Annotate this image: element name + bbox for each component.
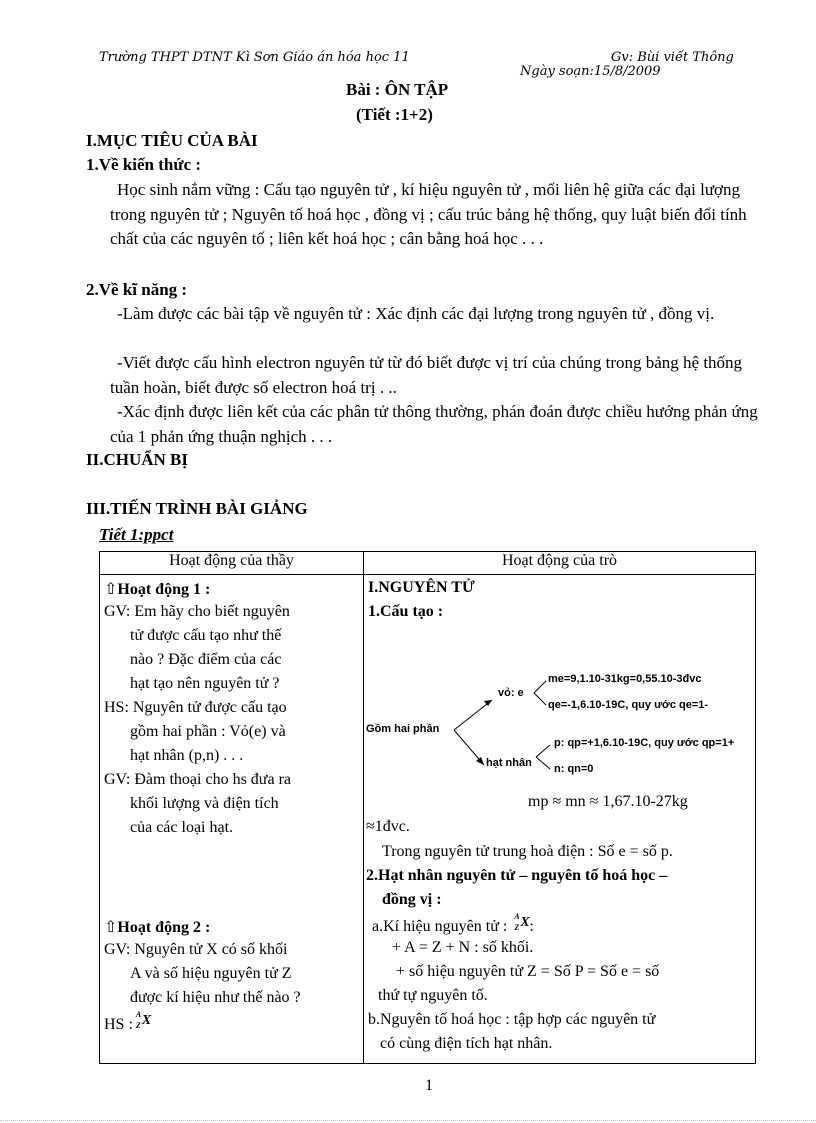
teacher-line: GV: Em hãy cho biết nguyên bbox=[104, 603, 290, 620]
diagram-root-label: Gồm hai phần bbox=[366, 723, 440, 735]
electron-charge: qe=-1,6.10-19C, quy ước qe=1- bbox=[548, 699, 709, 711]
mass-unit: ≈1đvc. bbox=[366, 818, 410, 835]
symbol-label: a.Kí hiệu nguyên tử : A Z X : bbox=[372, 912, 534, 935]
header-school: Trường THPT DTNT Kì Sơn Giáo án hóa học 11 bbox=[99, 50, 410, 65]
student-cell bbox=[364, 575, 756, 1064]
skills-heading: 2.Về kĩ năng : bbox=[86, 280, 188, 299]
atom-symbol: A Z X bbox=[135, 1010, 152, 1030]
period-label: Tiết 1:ppct bbox=[99, 525, 174, 544]
teacher-line: nào ? Đặc điểm của các bbox=[130, 651, 282, 668]
skill-item-2: -Viết được cấu hình electron nguyên tử từ đó biết được vị trí của chúng trong bảng hệ thống tuần hoàn, biết được số electron hoá trị . .. bbox=[110, 353, 743, 397]
skill-item-1: -Làm được các bài tập về nguyên tử : Xác định các đại lượng trong nguyên tử , đồng vị. bbox=[117, 304, 715, 323]
atom-heading: I.NGUYÊN TỬ bbox=[368, 579, 475, 596]
teacher-line: hạt tạo nên nguyên tử ? bbox=[130, 675, 280, 692]
atomic-number-note: + số hiệu nguyên tử Z = Số P = Số e = số bbox=[396, 963, 660, 980]
header-date: Ngày soạn:15/8/2009 bbox=[520, 64, 661, 79]
structure-heading: 1.Cấu tạo : bbox=[368, 603, 444, 620]
arrow-head-nucleus bbox=[476, 757, 484, 765]
column-header-student: Hoạt động của trò bbox=[364, 552, 756, 575]
page-number: 1 bbox=[425, 1077, 433, 1094]
activity-arrow-icon: ⇧ bbox=[104, 919, 118, 936]
skill-item-3: -Xác định được liên kết của các phân tử thông thường, phán đoán được chiều hướng phản ứng của 1 phản ứng thuận nghịch . . . bbox=[110, 402, 758, 446]
diagram-shell-label: vỏ: e bbox=[498, 687, 524, 699]
teacher-line: được kí hiệu như thế nào ? bbox=[130, 989, 301, 1006]
teacher-line: của các loại hạt. bbox=[130, 819, 234, 836]
teacher-cell bbox=[100, 575, 364, 1064]
diagram-nucleus-label: hạt nhân bbox=[486, 757, 532, 769]
nucleus-branch-up bbox=[536, 745, 550, 757]
teacher-line: hạt nhân (p,n) . . . bbox=[130, 747, 244, 764]
knowledge-heading: 1.Về kiến thức : bbox=[86, 155, 202, 174]
teacher-line: GV: Đàm thoại cho hs đưa ra bbox=[104, 771, 291, 788]
teacher-line: khối lượng và điện tích bbox=[130, 795, 279, 812]
column-header-teacher: Hoạt động của thầy bbox=[100, 552, 364, 575]
element-definition: b.Nguyên tố hoá học : tập hợp các nguyên tử bbox=[368, 1011, 656, 1028]
activity-1-label: ⇧Hoạt động 1 : bbox=[104, 581, 211, 598]
mass-number-note: + A = Z + N : số khối. bbox=[392, 939, 534, 956]
activity-arrow-icon: ⇧ bbox=[104, 581, 118, 598]
neutron-charge: n: qn=0 bbox=[554, 763, 594, 775]
branch-line-shell bbox=[454, 700, 492, 730]
neutral-atom-note: Trong nguyên tử trung hoà điện : Số e = số p. bbox=[382, 843, 673, 860]
proton-charge: p: qp=+1,6.10-19C, quy ước qp=1+ bbox=[554, 737, 735, 749]
lesson-period: (Tiết :1+2) bbox=[356, 105, 433, 124]
activity-2-label: ⇧Hoạt động 2 : bbox=[104, 919, 211, 936]
atomic-number-note-cont: thứ tự nguyên tố. bbox=[378, 987, 488, 1004]
header-teacher: Gv: Bùi viết Thông bbox=[611, 50, 734, 65]
knowledge-text: Học sinh nắm vững : Cấu tạo nguyên tử , kí hiệu nguyên tử , mối liên hệ giữa các đại lượng trong nguyên tử ; Nguyên tố hoá học , đồng vị ; cấu trúc bảng hệ thống, quy luật biến đổi tính chất của các nguyên tố ; liên kết hoá học ; cân bằng hoá học . . . bbox=[110, 180, 747, 248]
shell-branch-down bbox=[534, 693, 546, 705]
teacher-line: HS: Nguyên tử được cấu tạo bbox=[104, 699, 287, 716]
shell-branch-up bbox=[534, 681, 546, 693]
teacher-line: gồm hai phần : Vỏ(e) và bbox=[130, 723, 286, 740]
nucleus-heading: 2.Hạt nhân nguyên tử – nguyên tố hoá học – bbox=[366, 867, 668, 884]
element-definition-cont: có cùng điện tích hạt nhân. bbox=[380, 1035, 553, 1052]
teacher-line: A và số hiệu nguyên tử Z bbox=[130, 965, 292, 982]
teacher-line: GV: Nguyên tử X có số khối bbox=[104, 941, 288, 958]
activity-table bbox=[99, 551, 756, 1064]
section-preparation-heading: II.CHUẨN BỊ bbox=[86, 450, 189, 469]
lesson-title: Bài : ÔN TẬP bbox=[346, 80, 449, 99]
electron-mass: me=9,1.10-31kg=0,55.10-3đvc bbox=[548, 673, 702, 685]
nucleus-branch-down bbox=[536, 757, 550, 769]
nucleon-mass: mp ≈ mn ≈ 1,67.10-27kg bbox=[528, 793, 688, 810]
nucleus-heading-cont: đồng vị : bbox=[382, 891, 442, 908]
section-objectives-heading: I.MỤC TIÊU CỦA BÀI bbox=[86, 131, 258, 150]
section-procedure-heading: III.TIẾN TRÌNH BÀI GIẢNG bbox=[86, 499, 308, 518]
page-bottom-divider bbox=[0, 1120, 816, 1121]
teacher-line: tử được cấu tạo như thế bbox=[130, 627, 282, 644]
student-answer-symbol: HS : A Z X bbox=[104, 1010, 152, 1033]
atom-symbol: A Z X bbox=[514, 912, 530, 932]
